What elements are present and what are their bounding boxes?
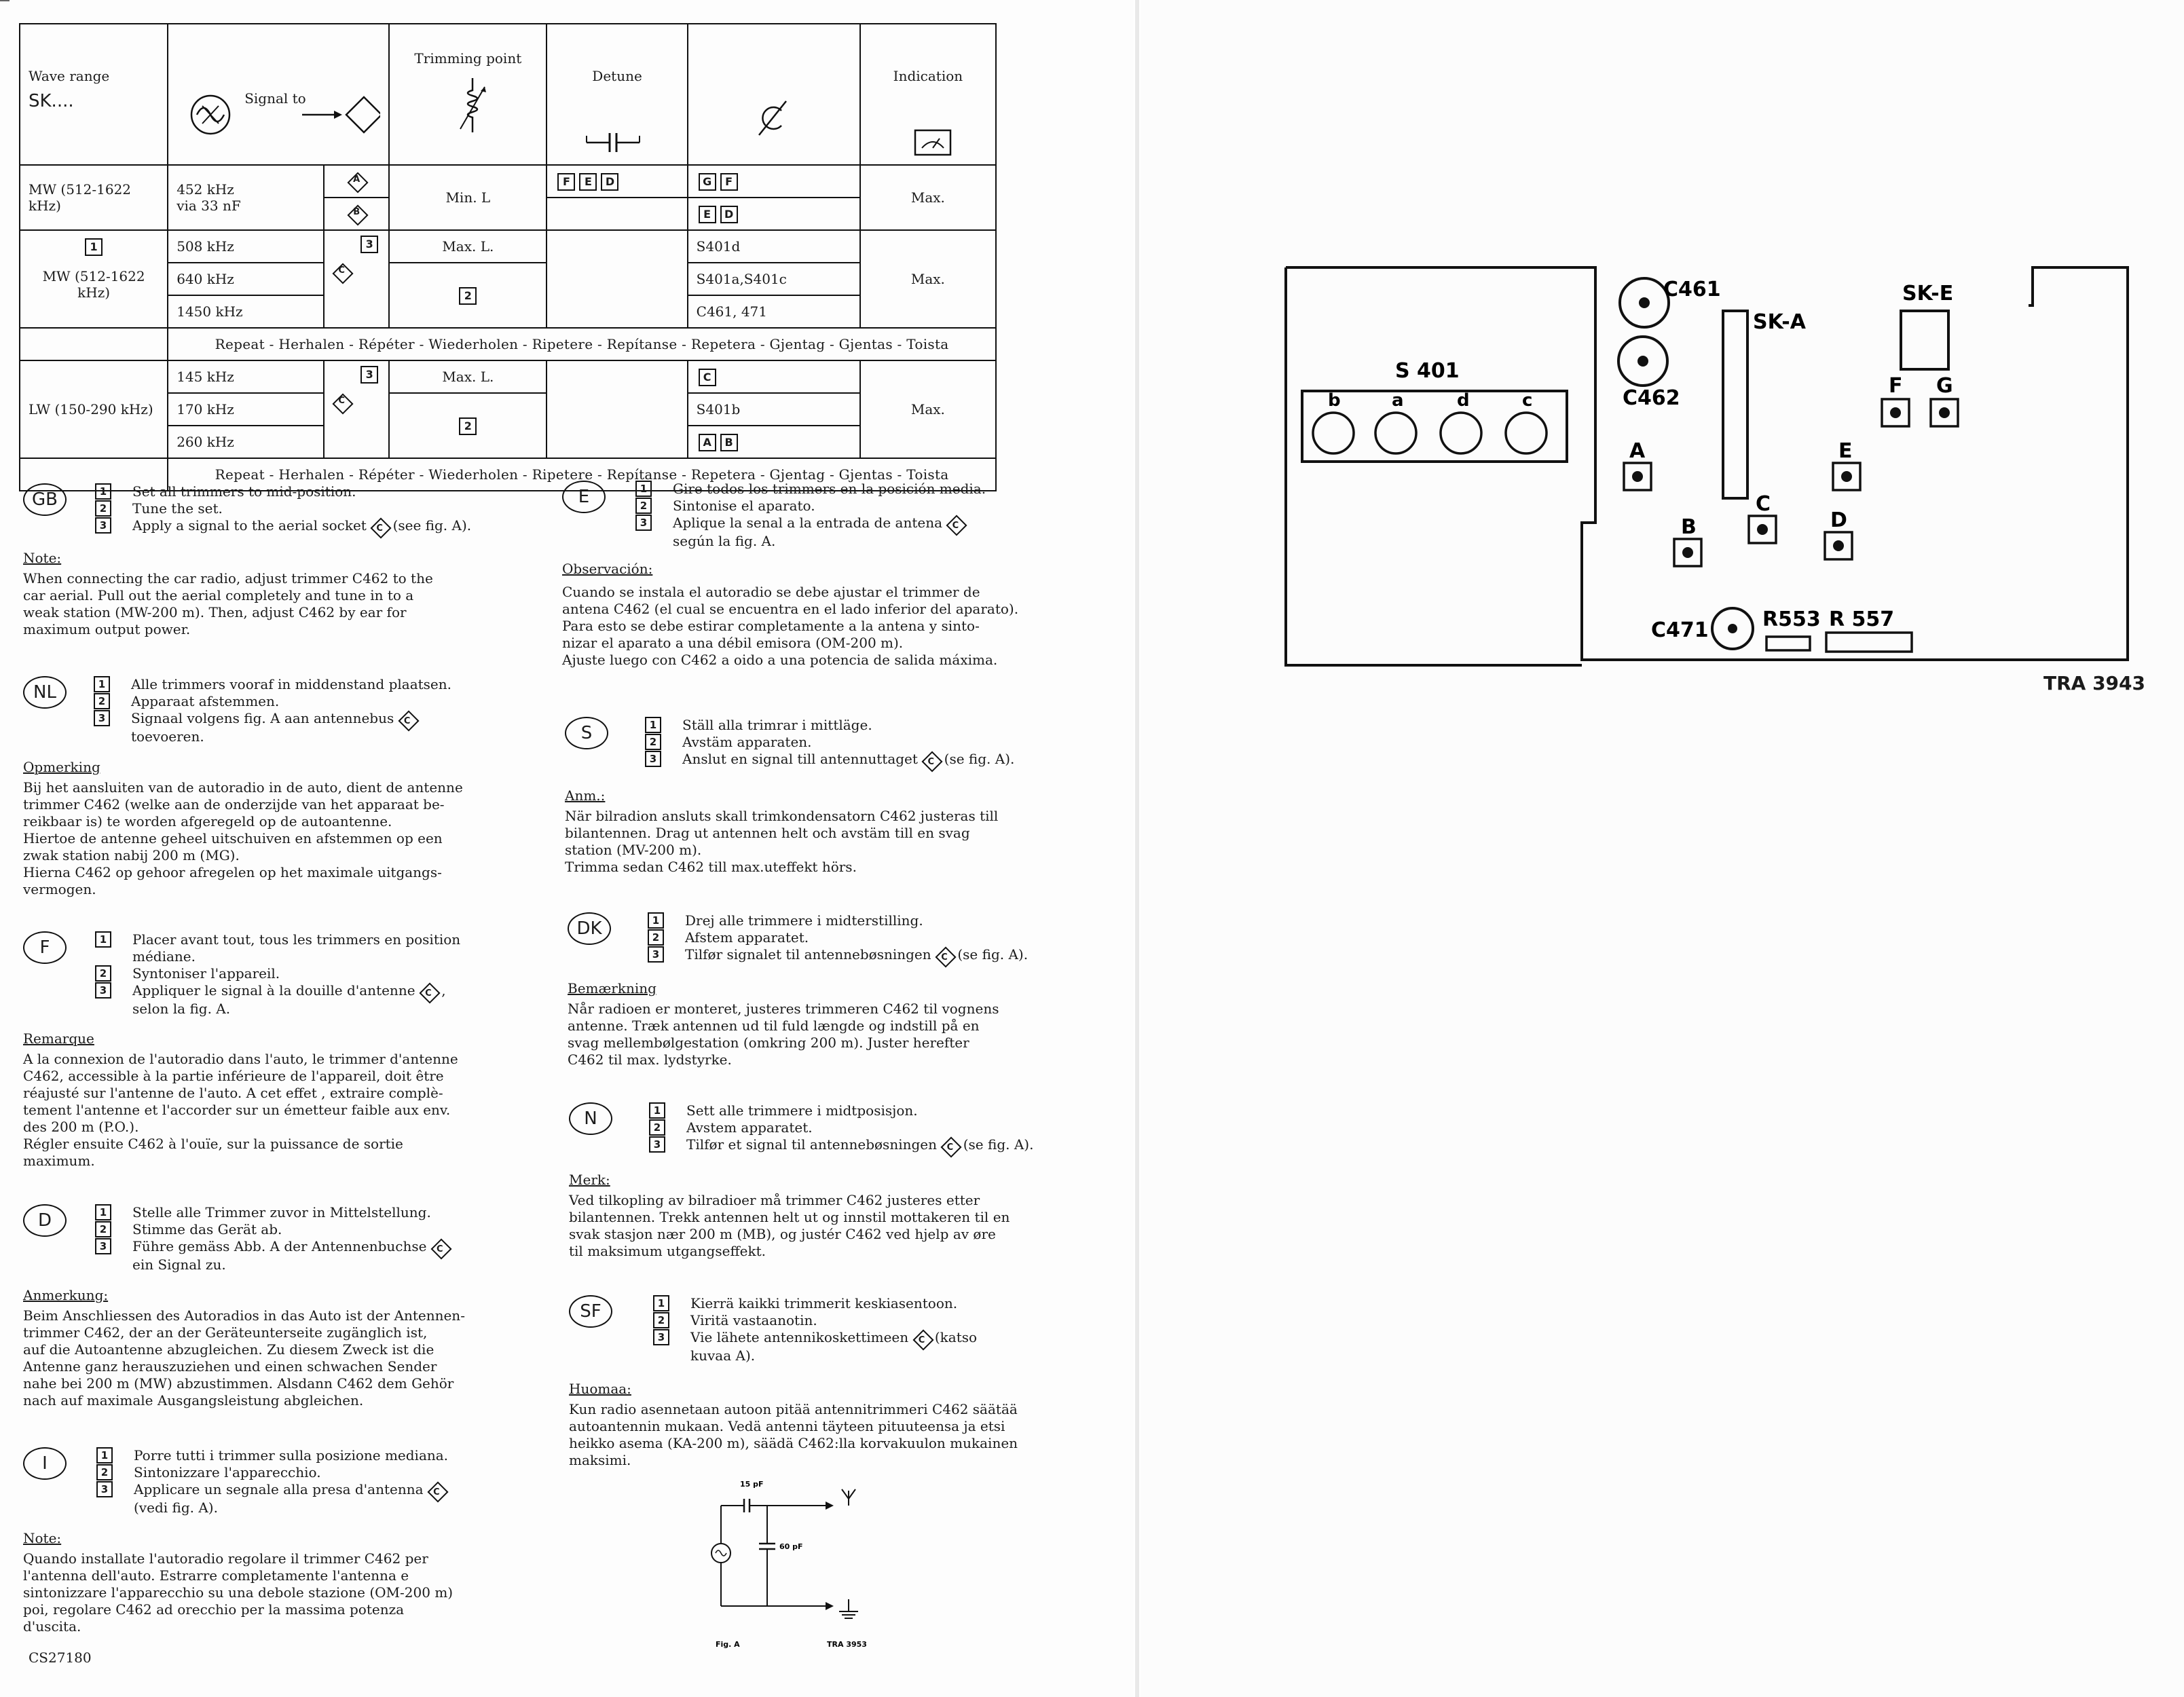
section-n bbox=[569, 1102, 1126, 1272]
cell-frequency: 145 kHz bbox=[168, 360, 324, 393]
trimming-point-label: Trimming point bbox=[414, 50, 522, 67]
marker-box: F bbox=[557, 173, 575, 191]
cap-15pf-label: 15 pF bbox=[740, 1480, 764, 1489]
freq-label: 452 kHz bbox=[177, 181, 234, 198]
section-d bbox=[23, 1204, 553, 1415]
trimmer-c-label: C bbox=[1756, 492, 1771, 516]
cell-indication: Max. bbox=[860, 360, 996, 458]
list-item: 1 Gire todos los trimmers en la posición media. bbox=[635, 481, 986, 498]
switch-label-b: b bbox=[1328, 390, 1341, 411]
step-box: 3 bbox=[360, 236, 378, 253]
cell-capacitor: S401d bbox=[688, 230, 860, 263]
list-item: 1 Drej alle trimmere i midterstilling. bbox=[648, 912, 1028, 929]
note-body: When connecting the car radio, adjust trimmer C462 to the car aerial. Pull out the aerial completely and tune in to a weak station (MW-200 m). Then, adjust C462 by ear for maximum output power. bbox=[23, 570, 433, 637]
note-title: Huomaa: bbox=[569, 1381, 631, 1397]
note-body: När bilradion ansluts skall trimkondensatorn C462 justeras till bilantennen. Drag ut antennen helt och avstäm till en svag station (MV-200 m). Trimma sedan C462 till max.uteffekt hörs. bbox=[565, 808, 999, 875]
note-title: Remarque bbox=[23, 1030, 94, 1047]
section-gb bbox=[23, 483, 553, 653]
steps-list bbox=[95, 931, 460, 1018]
list-item-continued: kuvaa A). bbox=[690, 1347, 756, 1364]
section-f bbox=[23, 931, 553, 1182]
steps-list bbox=[95, 483, 471, 536]
cell-detune bbox=[547, 198, 687, 230]
list-item: 3 Führe gemäss Abb. A der Antennenbuchse C bbox=[95, 1238, 449, 1256]
diamond-marker: C bbox=[333, 394, 350, 411]
figure-label: Fig. A bbox=[716, 1640, 740, 1649]
r553-label: R553 bbox=[1762, 608, 1821, 631]
list-item-continued: selon la fig. A. bbox=[132, 1000, 231, 1017]
cell-frequency: 170 kHz bbox=[168, 393, 324, 426]
ska-connector bbox=[1723, 311, 1747, 498]
language-badge: F bbox=[23, 931, 67, 964]
marker-box: E bbox=[579, 173, 597, 191]
marker-box: F bbox=[720, 173, 738, 191]
cell-trim: Min. L bbox=[389, 165, 547, 230]
trimmer-a-label: A bbox=[1629, 439, 1646, 463]
switch-contact bbox=[1375, 413, 1416, 453]
header-trimming-point bbox=[389, 24, 547, 165]
note-body: Når radioen er monteret, justeres trimmeren C462 til vognens antenne. Træk antennen ud til fuld længde og indstill på en svag mellembølgestation (omkring 200 m). Juster herefter C462 til max. lydstyrke. bbox=[568, 1001, 999, 1068]
cell-capacitor: S401b bbox=[688, 393, 860, 426]
marker-box: D bbox=[601, 173, 618, 191]
note-body: Kun radio asennetaan autoon pitää antennitrimmeri C462 säätää autoantennin mukaan. Vedä antenni täyteen pituuteensa ja etsi heikko asema (KA-200 m), säädä C462:lla korvakuulon mukainen maksimi. bbox=[569, 1401, 1018, 1468]
indication-label: Indication bbox=[893, 68, 963, 84]
note-body: Quando installate l'autoradio regolare il trimmer C462 per l'antenna dell'auto. Estrarre completamente l'antenna e sintonizzare l'apparecchio su una debole stazione (OM-200 m) poi, regolare C462 ad orecchio per la massima potenza d'uscita. bbox=[23, 1550, 454, 1635]
language-badge: E bbox=[562, 481, 606, 513]
note-body: A la connexion de l'autoradio dans l'auto, le trimmer d'antenne C462, accessible à la partie inférieure de l'appareil, doit être réajusté sur l'antenne de l'auto. A cet effet , extraire complè- tement l'antenne et l'accorder sur un émetteur faible aux env. des 200 m (P.O.). Régler ensuite C462 à l'ouïe, sur la puissance de sortie maximum. bbox=[23, 1051, 458, 1169]
section-sf bbox=[569, 1295, 1126, 1478]
section-nl bbox=[23, 676, 553, 907]
cell-range: MW (512-1622 kHz) bbox=[20, 165, 168, 230]
steps-list bbox=[653, 1295, 977, 1364]
diamond-marker: C bbox=[913, 1330, 931, 1347]
step-box: 1 bbox=[85, 238, 103, 256]
list-item: 3 Tilfør et signal til antennebøsningen C (se fig. A). bbox=[649, 1136, 1033, 1155]
r553-resistor bbox=[1766, 637, 1810, 650]
list-item-continued: ein Signal zu. bbox=[132, 1256, 226, 1273]
diamond-marker: B bbox=[348, 205, 365, 223]
list-item: 2 Tune the set. bbox=[95, 500, 471, 517]
list-item-continued: médiane. bbox=[132, 948, 196, 965]
diamond-marker: C bbox=[936, 947, 953, 965]
wave-range-label: Wave range bbox=[29, 68, 110, 84]
r557-resistor bbox=[1826, 633, 1912, 652]
table-row bbox=[20, 165, 996, 198]
list-item: 3 Vie lähete antennikoskettimeen C (katso bbox=[653, 1329, 977, 1347]
language-badge: DK bbox=[568, 912, 611, 945]
cap-60pf-label: 60 pF bbox=[779, 1542, 803, 1551]
list-item-continued: según la fig. A. bbox=[673, 532, 776, 549]
steps-list bbox=[94, 676, 451, 745]
document-code: CS27180 bbox=[29, 1649, 92, 1666]
diamond-marker: C bbox=[428, 1482, 445, 1499]
language-badge: NL bbox=[23, 676, 67, 709]
marker-box: B bbox=[720, 434, 738, 451]
section-dk bbox=[568, 912, 1124, 1082]
cell-signal-point bbox=[324, 360, 389, 458]
freq-note: via 33 nF bbox=[177, 198, 241, 214]
ska-label: SK-A bbox=[1753, 310, 1806, 334]
cell-signal-point bbox=[324, 165, 389, 198]
repeat-text: Repeat - Herhalen - Répéter - Wiederholen - Ripetere - Repítanse - Repetera - Gjentag - Gjentas - Toista bbox=[168, 328, 996, 360]
cell-indication: Max. bbox=[860, 230, 996, 328]
alignment-table bbox=[19, 23, 997, 491]
cell-trim bbox=[389, 263, 547, 328]
diamond-marker: C bbox=[946, 515, 964, 533]
list-item: 2 Avstäm apparaten. bbox=[645, 734, 1014, 751]
list-item: 2 Sintonizzare l'apparecchio. bbox=[96, 1464, 448, 1481]
range-label: MW (512-1622 kHz) bbox=[42, 267, 145, 301]
diamond-marker: C bbox=[431, 1239, 449, 1256]
diamond-marker: A bbox=[348, 172, 365, 190]
c461-label: C461 bbox=[1663, 278, 1721, 301]
language-badge: SF bbox=[569, 1295, 612, 1328]
page-fold bbox=[1135, 0, 1139, 1697]
marker-box: G bbox=[699, 173, 716, 191]
language-badge: S bbox=[565, 717, 608, 749]
sk-label: SK.... bbox=[29, 91, 74, 111]
detune-label: Detune bbox=[592, 68, 642, 84]
cell-signal-point bbox=[324, 230, 389, 328]
list-item: 3 Anslut en signal till antennuttaget C (se fig. A). bbox=[645, 751, 1014, 769]
steps-list bbox=[96, 1447, 448, 1516]
marker-box: C bbox=[699, 369, 716, 386]
trimmer-d-label: D bbox=[1830, 508, 1847, 532]
table-row bbox=[20, 230, 996, 263]
list-item: 3 Appliquer le signal à la douille d'antenne C , bbox=[95, 982, 460, 1001]
cell-trim bbox=[389, 393, 547, 458]
trimmer-g-label: G bbox=[1936, 374, 1953, 398]
cell-capacitor bbox=[688, 198, 860, 230]
list-item: 3 Apply a signal to the aerial socket C (see fig. A). bbox=[95, 517, 471, 536]
r557-label: R 557 bbox=[1829, 608, 1895, 631]
c462-label: C462 bbox=[1623, 386, 1680, 410]
header-detune bbox=[547, 24, 687, 165]
step-box: 3 bbox=[360, 366, 378, 384]
list-item: 3 Tilfør signalet til antennebøsningen C (se fig. A). bbox=[648, 946, 1028, 965]
list-item: 2 Apparaat afstemmen. bbox=[94, 693, 451, 710]
cell-signal-point bbox=[324, 198, 389, 230]
cell-indication: Max. bbox=[860, 165, 996, 230]
corner-mark bbox=[0, 0, 10, 1]
table-header-row bbox=[20, 24, 996, 165]
note-body: Cuando se instala el autoradio se debe ajustar el trimmer de antena C462 (el cual se encuentra en el lado inferior del aparato). Para esto se debe estirar completamente a la antena y sinto- nizar el aparato a una débil emisora (OM-200 m). Ajuste luego con C462 a oido a una potencia de salida máxima. bbox=[562, 584, 1019, 668]
list-item: 2 Sintonise el aparato. bbox=[635, 498, 986, 515]
steps-list bbox=[648, 912, 1028, 965]
note-title: Bemærkning bbox=[568, 980, 656, 996]
language-badge: D bbox=[23, 1204, 67, 1237]
capacitor-icon bbox=[555, 129, 691, 156]
note-title: Note: bbox=[23, 1530, 62, 1546]
switch-contact bbox=[1313, 413, 1354, 453]
note-body: Bij het aansluiten van de autoradio in de auto, dient de antenne trimmer C462 (welke aan de onderzijde van het apparaat be- reikbaar is) te worden afgeregeld op de autoantenne. Hiertoe de antenne geheel uitschuiven en afstemmen op een zwak station nabij 200 m (MG). Hierna C462 op gehoor afregelen op het maximale uitgangs- vermogen. bbox=[23, 779, 463, 897]
diamond-marker: C bbox=[922, 751, 940, 769]
list-item: 2 Stimme das Gerät ab. bbox=[95, 1221, 449, 1238]
pcb-layout-diagram bbox=[1283, 265, 2132, 686]
diamond-marker: C bbox=[333, 263, 350, 281]
header-signal-to bbox=[168, 24, 389, 165]
cell-range: LW (150-290 kHz) bbox=[20, 360, 168, 458]
list-item: 2 Syntoniser l'appareil. bbox=[95, 965, 460, 982]
switch-label-c: c bbox=[1522, 390, 1533, 411]
list-item: 3 Signaal volgens fig. A aan antennebus C bbox=[94, 710, 451, 728]
s401-label: S 401 bbox=[1395, 359, 1460, 383]
cell-detune bbox=[547, 165, 687, 198]
marker-box: A bbox=[699, 434, 716, 451]
c471-label: C471 bbox=[1651, 618, 1709, 642]
diamond-marker: C bbox=[371, 518, 388, 536]
list-item: 1 Stelle alle Trimmer zuvor in Mittelstellung. bbox=[95, 1204, 449, 1221]
diamond-marker: C bbox=[420, 983, 437, 1001]
ground-icon bbox=[839, 1599, 858, 1618]
list-item: 2 Viritä vastaanotin. bbox=[653, 1312, 977, 1329]
list-item: 3 Aplique la senal a la entrada de antena C bbox=[635, 515, 986, 533]
cell-trim: Max. L. bbox=[389, 360, 547, 393]
cell-frequency: 1450 kHz bbox=[168, 295, 324, 328]
steps-list bbox=[649, 1102, 1033, 1155]
meter-icon bbox=[869, 128, 991, 162]
note-body: Ved tilkopling av bilradioer må trimmer C462 justeres etter bilantennen. Trekk antennen helt ut og innstil mottakeren til en svak stasjon nær 200 m (MB), og justér C462 ved hjelp av øre til maksimum utgangseffekt. bbox=[569, 1192, 1010, 1259]
cell-detune bbox=[547, 230, 687, 328]
cell-capacitor bbox=[688, 165, 860, 198]
cell-capacitor bbox=[688, 426, 860, 458]
note-body: Beim Anschliessen des Autoradios in das Auto ist der Antennen- trimmer C462, der an der Geräteunterseite zugänglich ist, auf die Autoantenne abzugleichen. Zu diesem Zweck ist die Antenne ganz herauszuziehen und einen schwachen Sender nahe bei 200 m (MW) abzustimmen. Alsdann C462 dem Gehör nach auf maximale Ausgangsleistung abgleichen. bbox=[23, 1307, 465, 1409]
note-title: Opmerking bbox=[23, 759, 100, 775]
header-wave-range bbox=[20, 24, 168, 165]
note-title: Anmerkung: bbox=[23, 1287, 109, 1303]
header-indication bbox=[860, 24, 996, 165]
cell-capacitor: C461, 471 bbox=[688, 295, 860, 328]
note-title: Note: bbox=[23, 550, 62, 566]
steps-list bbox=[645, 717, 1014, 769]
list-item: 1 Kierrä kaikki trimmerit keskiasentoon. bbox=[653, 1295, 977, 1312]
cell-detune bbox=[547, 360, 687, 458]
cell-frequency: 508 kHz bbox=[168, 230, 324, 263]
antenna-icon bbox=[842, 1489, 855, 1506]
switch-contact bbox=[1506, 413, 1547, 453]
list-item: 3 Applicare un segnale alla presa d'antenna C bbox=[96, 1481, 448, 1499]
header-variable-capacitor bbox=[688, 24, 860, 165]
cell-frequency: 260 kHz bbox=[168, 426, 324, 458]
figure-a-circuit bbox=[699, 1473, 903, 1656]
note-title: Observación: bbox=[562, 561, 653, 577]
switch-label-d: d bbox=[1457, 390, 1470, 411]
section-i bbox=[23, 1447, 553, 1644]
trimmer-b-label: B bbox=[1681, 515, 1697, 539]
diagram-code: TRA 3943 bbox=[2043, 672, 2146, 694]
section-s bbox=[565, 717, 1122, 880]
ske-label: SK-E bbox=[1902, 282, 1954, 305]
diamond-marker: C bbox=[399, 711, 416, 728]
cell-frequency bbox=[168, 165, 324, 230]
diamond-marker: C bbox=[941, 1137, 959, 1155]
list-item-continued: toevoeren. bbox=[131, 728, 204, 745]
trimmer-f-label: F bbox=[1889, 374, 1903, 398]
switch-label-a: a bbox=[1392, 390, 1404, 411]
table-row bbox=[20, 360, 996, 393]
steps-list bbox=[635, 481, 986, 550]
step-box: 2 bbox=[459, 417, 477, 435]
coil-icon bbox=[398, 75, 547, 143]
list-item: 1 Set all trimmers to mid-position. bbox=[95, 483, 471, 500]
steps-list bbox=[95, 1204, 449, 1273]
figure-code: TRA 3953 bbox=[827, 1640, 867, 1649]
marker-box: E bbox=[699, 206, 716, 223]
marker-box: D bbox=[720, 206, 738, 223]
list-item: 2 Afstem apparatet. bbox=[648, 929, 1028, 946]
list-item: 1 Porre tutti i trimmer sulla posizione mediana. bbox=[96, 1447, 448, 1464]
table-row bbox=[20, 328, 996, 360]
list-item: 1 Ställ alla trimrar i mittläge. bbox=[645, 717, 1014, 734]
language-badge: N bbox=[569, 1102, 612, 1135]
cell-frequency: 640 kHz bbox=[168, 263, 324, 295]
trimmer-e-label: E bbox=[1838, 439, 1853, 463]
list-item: 1 Alle trimmers vooraf in middenstand plaatsen. bbox=[94, 676, 451, 693]
switch-contact bbox=[1441, 413, 1481, 453]
cell-empty bbox=[20, 328, 168, 360]
signal-to-label: Signal to bbox=[244, 90, 306, 107]
note-title: Merk: bbox=[569, 1172, 610, 1188]
cell-capacitor: S401a,S401c bbox=[688, 263, 860, 295]
repeat-text: Repeat - Herhalen - Répéter - Wiederholen - Ripetere - Repítanse - Repetera - Gjentag - Gjentas - Toista bbox=[168, 458, 996, 491]
section-e bbox=[562, 481, 1119, 668]
list-item: 1 Sett alle trimmere i midtposisjon. bbox=[649, 1102, 1033, 1119]
right-page bbox=[1141, 0, 2184, 1697]
cell-trim: Max. L. bbox=[389, 230, 547, 263]
cell-capacitor bbox=[688, 360, 860, 393]
list-item: 1 Placer avant tout, tous les trimmers en position bbox=[95, 931, 460, 948]
ske-connector bbox=[1901, 311, 1948, 369]
language-badge: I bbox=[23, 1447, 67, 1480]
language-badge: GB bbox=[23, 483, 67, 516]
variable-capacitor-icon bbox=[697, 48, 846, 141]
list-item-continued: (vedi fig. A). bbox=[134, 1499, 218, 1516]
cell-range bbox=[20, 230, 168, 328]
step-box: 2 bbox=[459, 287, 477, 305]
list-item: 2 Avstem apparatet. bbox=[649, 1119, 1033, 1136]
note-title: Anm.: bbox=[565, 787, 606, 804]
